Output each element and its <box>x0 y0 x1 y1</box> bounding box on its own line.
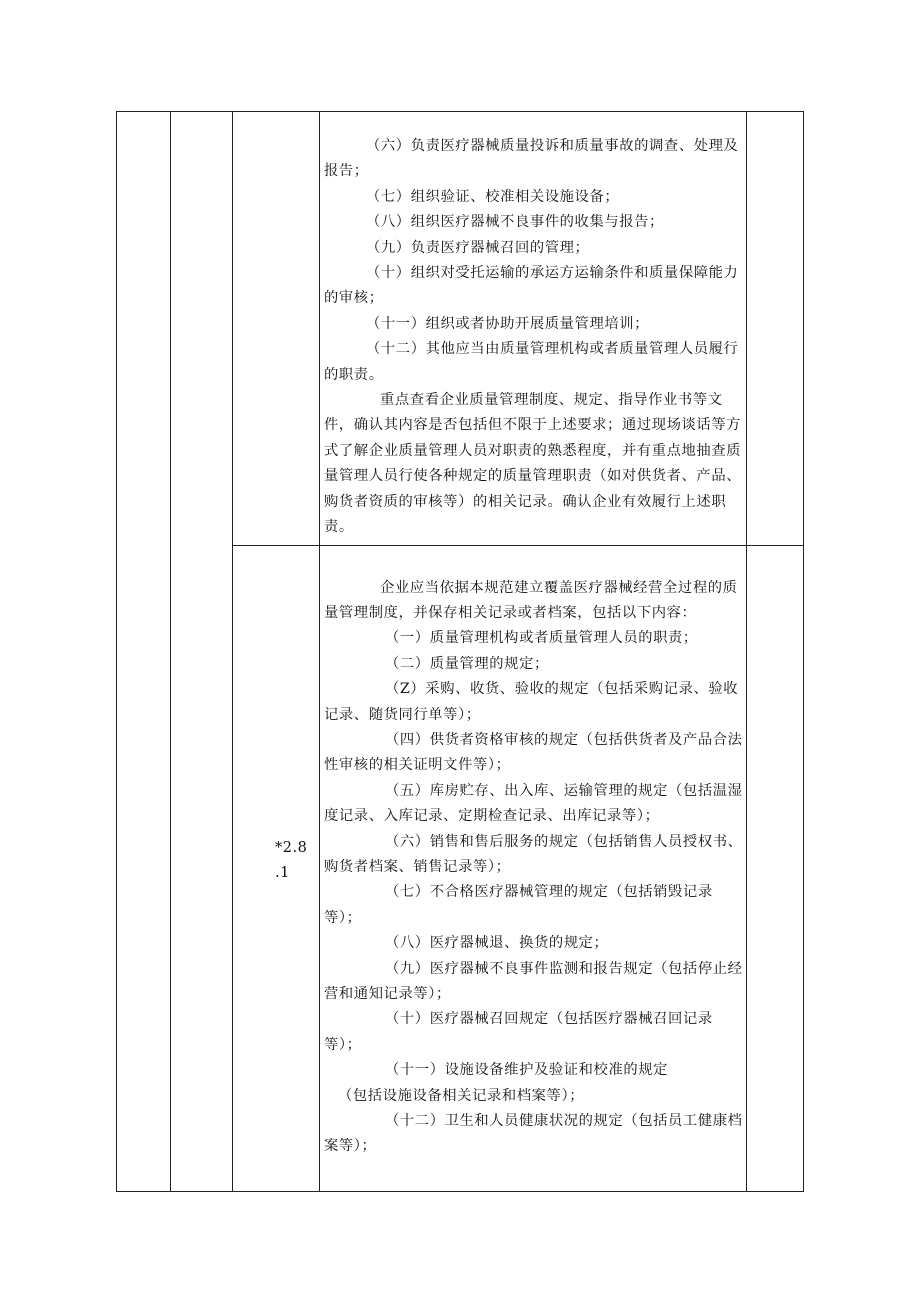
item-code <box>233 112 319 402</box>
content-block <box>320 112 746 545</box>
column-1-cell <box>117 112 171 1192</box>
list-item-continuation: （包括设施设备相关记录和档案等）； <box>338 1087 585 1104</box>
inspection-table <box>116 111 804 1192</box>
content-cell <box>320 545 747 1191</box>
content-block <box>320 546 746 1164</box>
notes-cell <box>747 112 804 546</box>
list-item: （五）库房贮存、出入库、运输管理的规定（包括温湿度记录、入库记录、定期检查记录、出库记录等）； <box>324 782 743 825</box>
notes-cell <box>747 545 804 1191</box>
list-item: （二）质量管理的规定； <box>385 655 549 672</box>
list-item: （七）组织验证、校准相关设施设备； <box>366 188 620 205</box>
inspection-method: 重点查看企业质量管理制度、规定、指导作业书等文件，确认其内容是否包括但不限于上述要求；通过现场谈话等方式了解企业质量管理人员对职责的熟悉程度，并有重点地抽查质量管理人员行使各种规定的质量管理职责（如对供货者、产品、购货者资质的审核等）的相关记录。确认企业有效履行上述职责。 <box>324 392 742 536</box>
list-item: （九）负责医疗器械召回的管理； <box>366 239 590 256</box>
requirement-intro: 企业应当依据本规范建立覆盖医疗器械经营全过程的质量管理制度，并保存相关记录或者档案，包括以下内容： <box>324 579 738 621</box>
list-item: （四）供货者资格审核的规定（包括供货者及产品合法性审核的相关证明文件等）； <box>324 731 743 774</box>
list-item: （八）组织医疗器械不良事件的收集与报告； <box>366 214 664 231</box>
item-code-line: .1 <box>275 864 290 881</box>
list-item: （Z）采购、收货、验收的规定（包括采购记录、验收记录、随货同行单等）； <box>324 681 739 723</box>
list-item: （九）医疗器械不良事件监测和报告规定（包括停止经营和通知记录等）； <box>324 960 743 1002</box>
item-code-line: *2.8 <box>275 839 308 856</box>
list-item: （十）医疗器械召回规定（包括医疗器械召回记录等）； <box>324 1011 713 1053</box>
item-code-cell <box>233 112 320 546</box>
list-item: （一）质量管理机构或者质量管理人员的职责； <box>385 630 698 647</box>
list-item: （十二）其他应当由质量管理机构或者质量管理人员履行的职责。 <box>324 341 739 383</box>
item-code <box>233 546 319 886</box>
list-item: （十一）组织或者协助开展质量管理培训； <box>366 315 650 332</box>
list-item: （十一）设施设备维护及验证和校准的规定 <box>385 1062 669 1079</box>
list-item: （六）销售和售后服务的规定（包括销售人员授权书、购货者档案、销售记录等）； <box>324 833 743 875</box>
item-code-cell <box>233 545 320 1191</box>
list-item: （六）负责医疗器械质量投诉和质量事故的调查、处理及报告； <box>324 138 739 180</box>
list-item: （十二）卫生和人员健康状况的规定（包括员工健康档案等）； <box>324 1113 743 1155</box>
column-2-cell <box>171 112 233 1192</box>
content-cell <box>320 112 747 546</box>
list-item: （十）组织对受托运输的承运方运输条件和质量保障能力的审核； <box>324 265 739 307</box>
list-item: （八）医疗器械退、换货的规定； <box>385 935 609 952</box>
list-item: （七）不合格医疗器械管理的规定（包括销毁记录等）； <box>324 884 713 926</box>
